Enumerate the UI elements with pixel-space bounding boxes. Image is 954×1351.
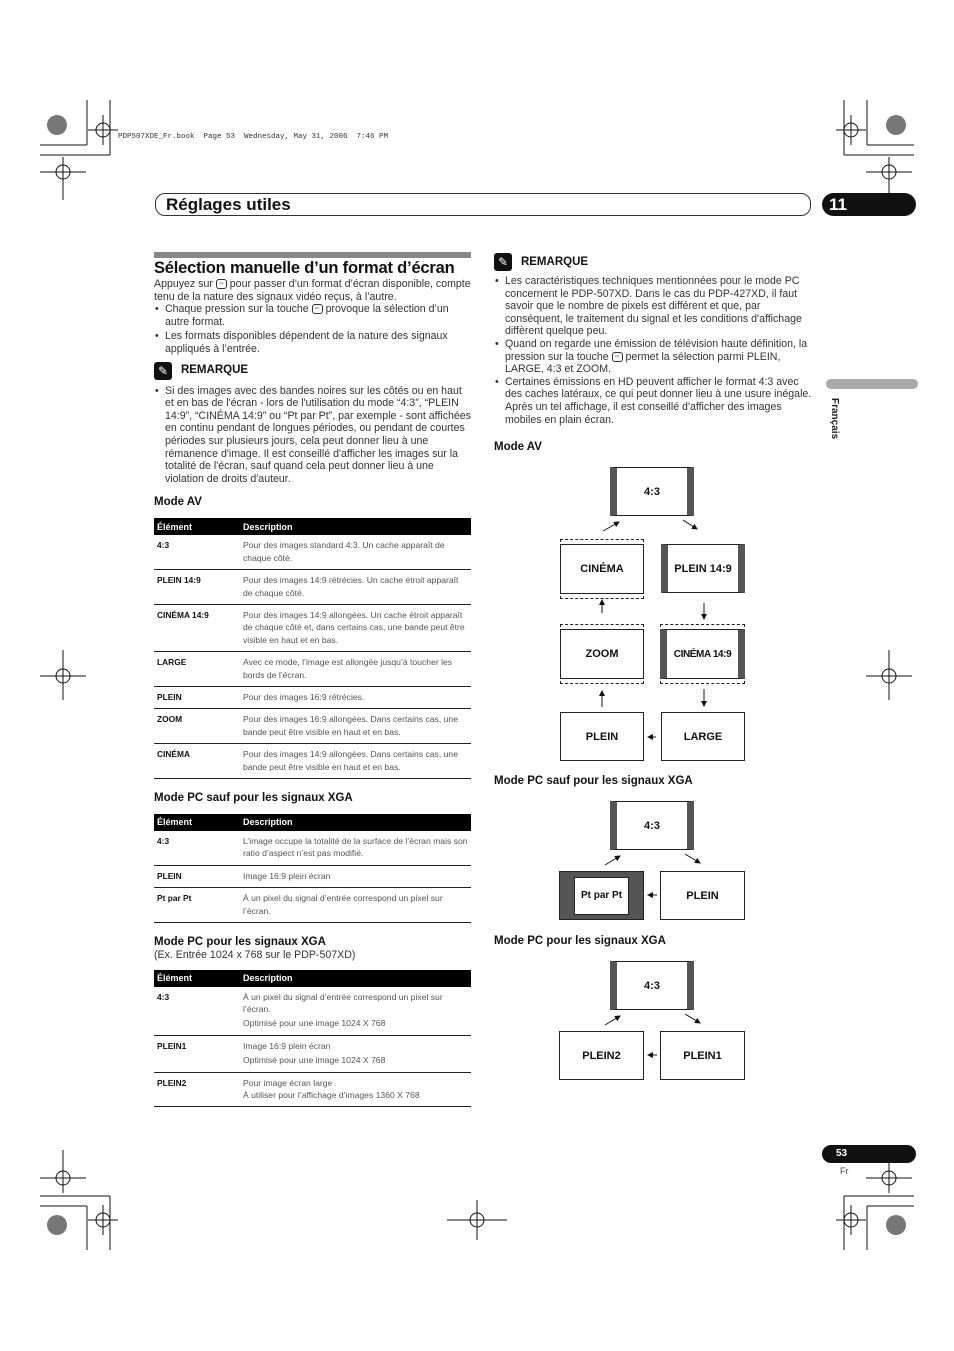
screen-size-key-icon: ⇔	[217, 280, 225, 288]
description-cell: Pour des images 14:9 allongées. Un cache étroit apparaît de chaque côté et, dans certains cas, une bande peut être visible en haut et en bas.	[240, 604, 471, 651]
element-cell: PLEIN2	[154, 1072, 240, 1107]
intro-text-cont: pour passer d’un format d’écran disponible, compte tenu de la nature des signaux vidéo reçus, à l’autre.	[154, 278, 471, 303]
table-row	[154, 831, 471, 865]
mode-box-cinema: CINÉMA	[560, 544, 644, 594]
page-number: 53	[822, 1145, 916, 1163]
element-cell: PLEIN 14:9	[154, 570, 240, 605]
av-mode-diagram	[494, 460, 812, 766]
chapter-header	[155, 193, 811, 216]
table-row	[154, 744, 471, 779]
description-cell: Pour des images 14:9 allongées. Dans certains cas, une bande peut être visible en haut et en bas.	[240, 744, 471, 779]
table-row	[154, 1072, 471, 1107]
table-row	[154, 604, 471, 651]
element-cell: 4:3	[154, 987, 240, 1036]
remark-title: REMARQUE	[520, 255, 589, 268]
mode-box-plein: PLEIN	[560, 712, 644, 761]
description-line: Image 16:9 plein écran	[243, 1040, 331, 1051]
chapter-title: Réglages utiles	[166, 195, 291, 214]
mode-box-plein: PLEIN	[660, 871, 745, 920]
description-cell	[240, 1072, 471, 1107]
intro-text: Appuyez sur	[154, 278, 216, 290]
mode-box-cinema-14-9: CINÉMA 14:9	[660, 629, 745, 679]
mode-box-4-3: 4:3	[610, 467, 694, 516]
av-diagram-title: Mode AV	[494, 441, 542, 454]
bullet-text: • Les formats disponibles dépendent de la nature des signaux appliqués à l’entrée.	[154, 330, 472, 355]
description-cell: À un pixel du signal d’entrée correspond un pixel sur l’écran.	[240, 888, 471, 923]
element-cell: PLEIN1	[154, 1035, 240, 1072]
element-cell: PLEIN	[154, 865, 240, 887]
remark-bullet: • Certaines émissions en HD peuvent afficher le format 4:3 avec des caches latéraux, ce qui peut donner lieu à une usure inégale. Après un tel affichage, il est conseillé d'afficher des images mobiles en plain écran.	[494, 376, 812, 426]
element-cell: CINÉMA	[154, 744, 240, 779]
description-cell: Avec ce mode, l’image est allongée jusqu’à toucher les bords de l’écran.	[240, 652, 471, 687]
remark-text: • Si des images avec des bandes noires sur les côtés ou en haut et en bas de l'écran - lors de l'utilisation du mode “4:3”, “PLEIN 14:9”, “CINÉMA 14:9” ou “Pt par Pt”, par exemple - sont affichées en continu pendant de longues périodes, ou pendant de courtes périodes sur plusieurs jours, cela peut donner lieu à une rémanence d'image. Il est conseillé d'afficher les images sur la totalité de l'écran, sauf quand cela peut donner lieu à une violation de droits d'auteur.	[154, 385, 472, 486]
mode-box-pt-par-pt	[559, 871, 644, 920]
xga-mode-diagram	[494, 954, 812, 1084]
pc-mode-diagram	[494, 794, 812, 924]
element-cell: LARGE	[154, 652, 240, 687]
col-header-description: Description	[240, 970, 471, 987]
remark-bullet: • Les caractéristiques techniques mentionnées pour le mode PC concernent le PDP-507XD. Dans le cas du PDP-427XD, il faut savoir que le nombre de pixels est différent et que, par conséquent, le traitement du signal et les conditions d'affichage diffèrent quelque peu.	[494, 275, 812, 338]
col-header-element: Élément	[154, 814, 240, 831]
mode-box-label: Pt par Pt	[574, 877, 629, 915]
description-line: Optimisé pour une image 1024 X 768	[243, 1018, 386, 1029]
bullet-text-cont: provoque la sélection d’un autre format.	[165, 303, 449, 328]
side-tab-language: Français	[829, 398, 840, 440]
table-row	[154, 652, 471, 687]
element-cell: 4:3	[154, 535, 240, 569]
mode-box-plein2: PLEIN2	[559, 1031, 644, 1080]
right-column	[494, 253, 812, 1084]
pc-mode-table	[154, 814, 471, 923]
xga-diagram-title: Mode PC pour les signaux XGA	[494, 935, 666, 948]
description-cell: Pour des images 14:9 rétrécies. Un cache étroit apparaît de chaque côté.	[240, 570, 471, 605]
av-mode-table	[154, 518, 471, 779]
description-line: À un pixel du signal d’entrée correspond un pixel sur l’écran.	[243, 991, 443, 1015]
av-mode-title: Mode AV	[154, 496, 202, 509]
pc-mode-title: Mode PC sauf pour les signaux XGA	[154, 792, 353, 804]
table-row	[154, 865, 471, 887]
screen-size-key-icon: ⇔	[313, 305, 321, 313]
element-cell: CINÉMA 14:9	[154, 604, 240, 651]
table-row	[154, 686, 471, 708]
description-cell	[240, 1035, 471, 1072]
mode-box-large: LARGE	[661, 712, 745, 761]
mode-box-plein1: PLEIN1	[660, 1031, 745, 1080]
intro-block	[154, 278, 472, 485]
description-cell: Pour des images 16:9 allongées. Dans certains cas, une bande peut être visible en haut et en bas.	[240, 709, 471, 744]
screen-size-key-icon: ⇔	[613, 352, 621, 360]
left-column	[154, 252, 472, 1107]
side-tab-bar	[826, 379, 918, 389]
table-row	[154, 987, 471, 1036]
xga-mode-title: Mode PC pour les signaux XGA	[154, 936, 326, 949]
col-header-element: Élément	[154, 970, 240, 987]
mode-box-4-3: 4:3	[610, 961, 694, 1010]
pencil-note-icon: ✎	[154, 362, 172, 380]
element-cell: PLEIN	[154, 686, 240, 708]
description-cell: Image 16:9 plein écran	[240, 865, 471, 887]
element-cell: ZOOM	[154, 709, 240, 744]
col-header-description: Description	[240, 814, 471, 831]
section-title: Sélection manuelle d’un format d’écran	[154, 259, 455, 277]
description-cell	[240, 987, 471, 1036]
chapter-number: 11	[822, 193, 916, 216]
remark-title: REMARQUE	[180, 364, 249, 377]
pc-diagram-title: Mode PC sauf pour les signaux XGA	[494, 775, 693, 788]
col-header-description: Description	[240, 518, 471, 535]
element-cell: Pt par Pt	[154, 888, 240, 923]
description-cell: L’image occupe la totalité de la surface de l’écran mais son ratio d’aspect n’est pas modifié.	[240, 831, 471, 865]
page-language: Fr	[840, 1166, 849, 1176]
right-remark-block	[494, 253, 812, 426]
table-row	[154, 535, 471, 569]
xga-mode-table	[154, 970, 471, 1108]
description-cell: Pour des images 16:9 rétrécies.	[240, 686, 471, 708]
col-header-element: Élément	[154, 518, 240, 535]
mode-box-zoom: ZOOM	[560, 629, 644, 679]
remark-bullet: Quand on regarde une émission de télévision haute définition, la pression sur la touche	[505, 337, 808, 363]
description-cell: Pour des images standard 4:3. Un cache apparaît de chaque côté.	[240, 535, 471, 569]
description-line: Optimisé pour une image 1024 X 768	[243, 1055, 386, 1066]
table-row	[154, 888, 471, 923]
mode-box-plein-14-9: PLEIN 14:9	[661, 544, 745, 593]
description-line: À utiliser pour l’affichage d’images 1360 X 768	[243, 1090, 420, 1101]
element-cell: 4:3	[154, 831, 240, 865]
mode-box-4-3: 4:3	[610, 801, 694, 850]
table-row	[154, 1035, 471, 1072]
remark-bullet-cont: permet la sélection parmi PLEIN, LARGE, 4:3 et ZOOM.	[505, 350, 781, 376]
table-row	[154, 709, 471, 744]
description-line: Pour image écran large	[243, 1077, 333, 1088]
table-row	[154, 570, 471, 605]
print-header: PDP507XDE_Fr.book Page 53 Wednesday, May 31, 2006 7:46 PM	[118, 133, 389, 141]
xga-mode-subtitle: (Ex. Entrée 1024 x 768 sur le PDP-507XD)	[154, 949, 356, 962]
pencil-note-icon: ✎	[494, 253, 512, 271]
bullet-text: Chaque pression sur la touche	[165, 303, 312, 316]
